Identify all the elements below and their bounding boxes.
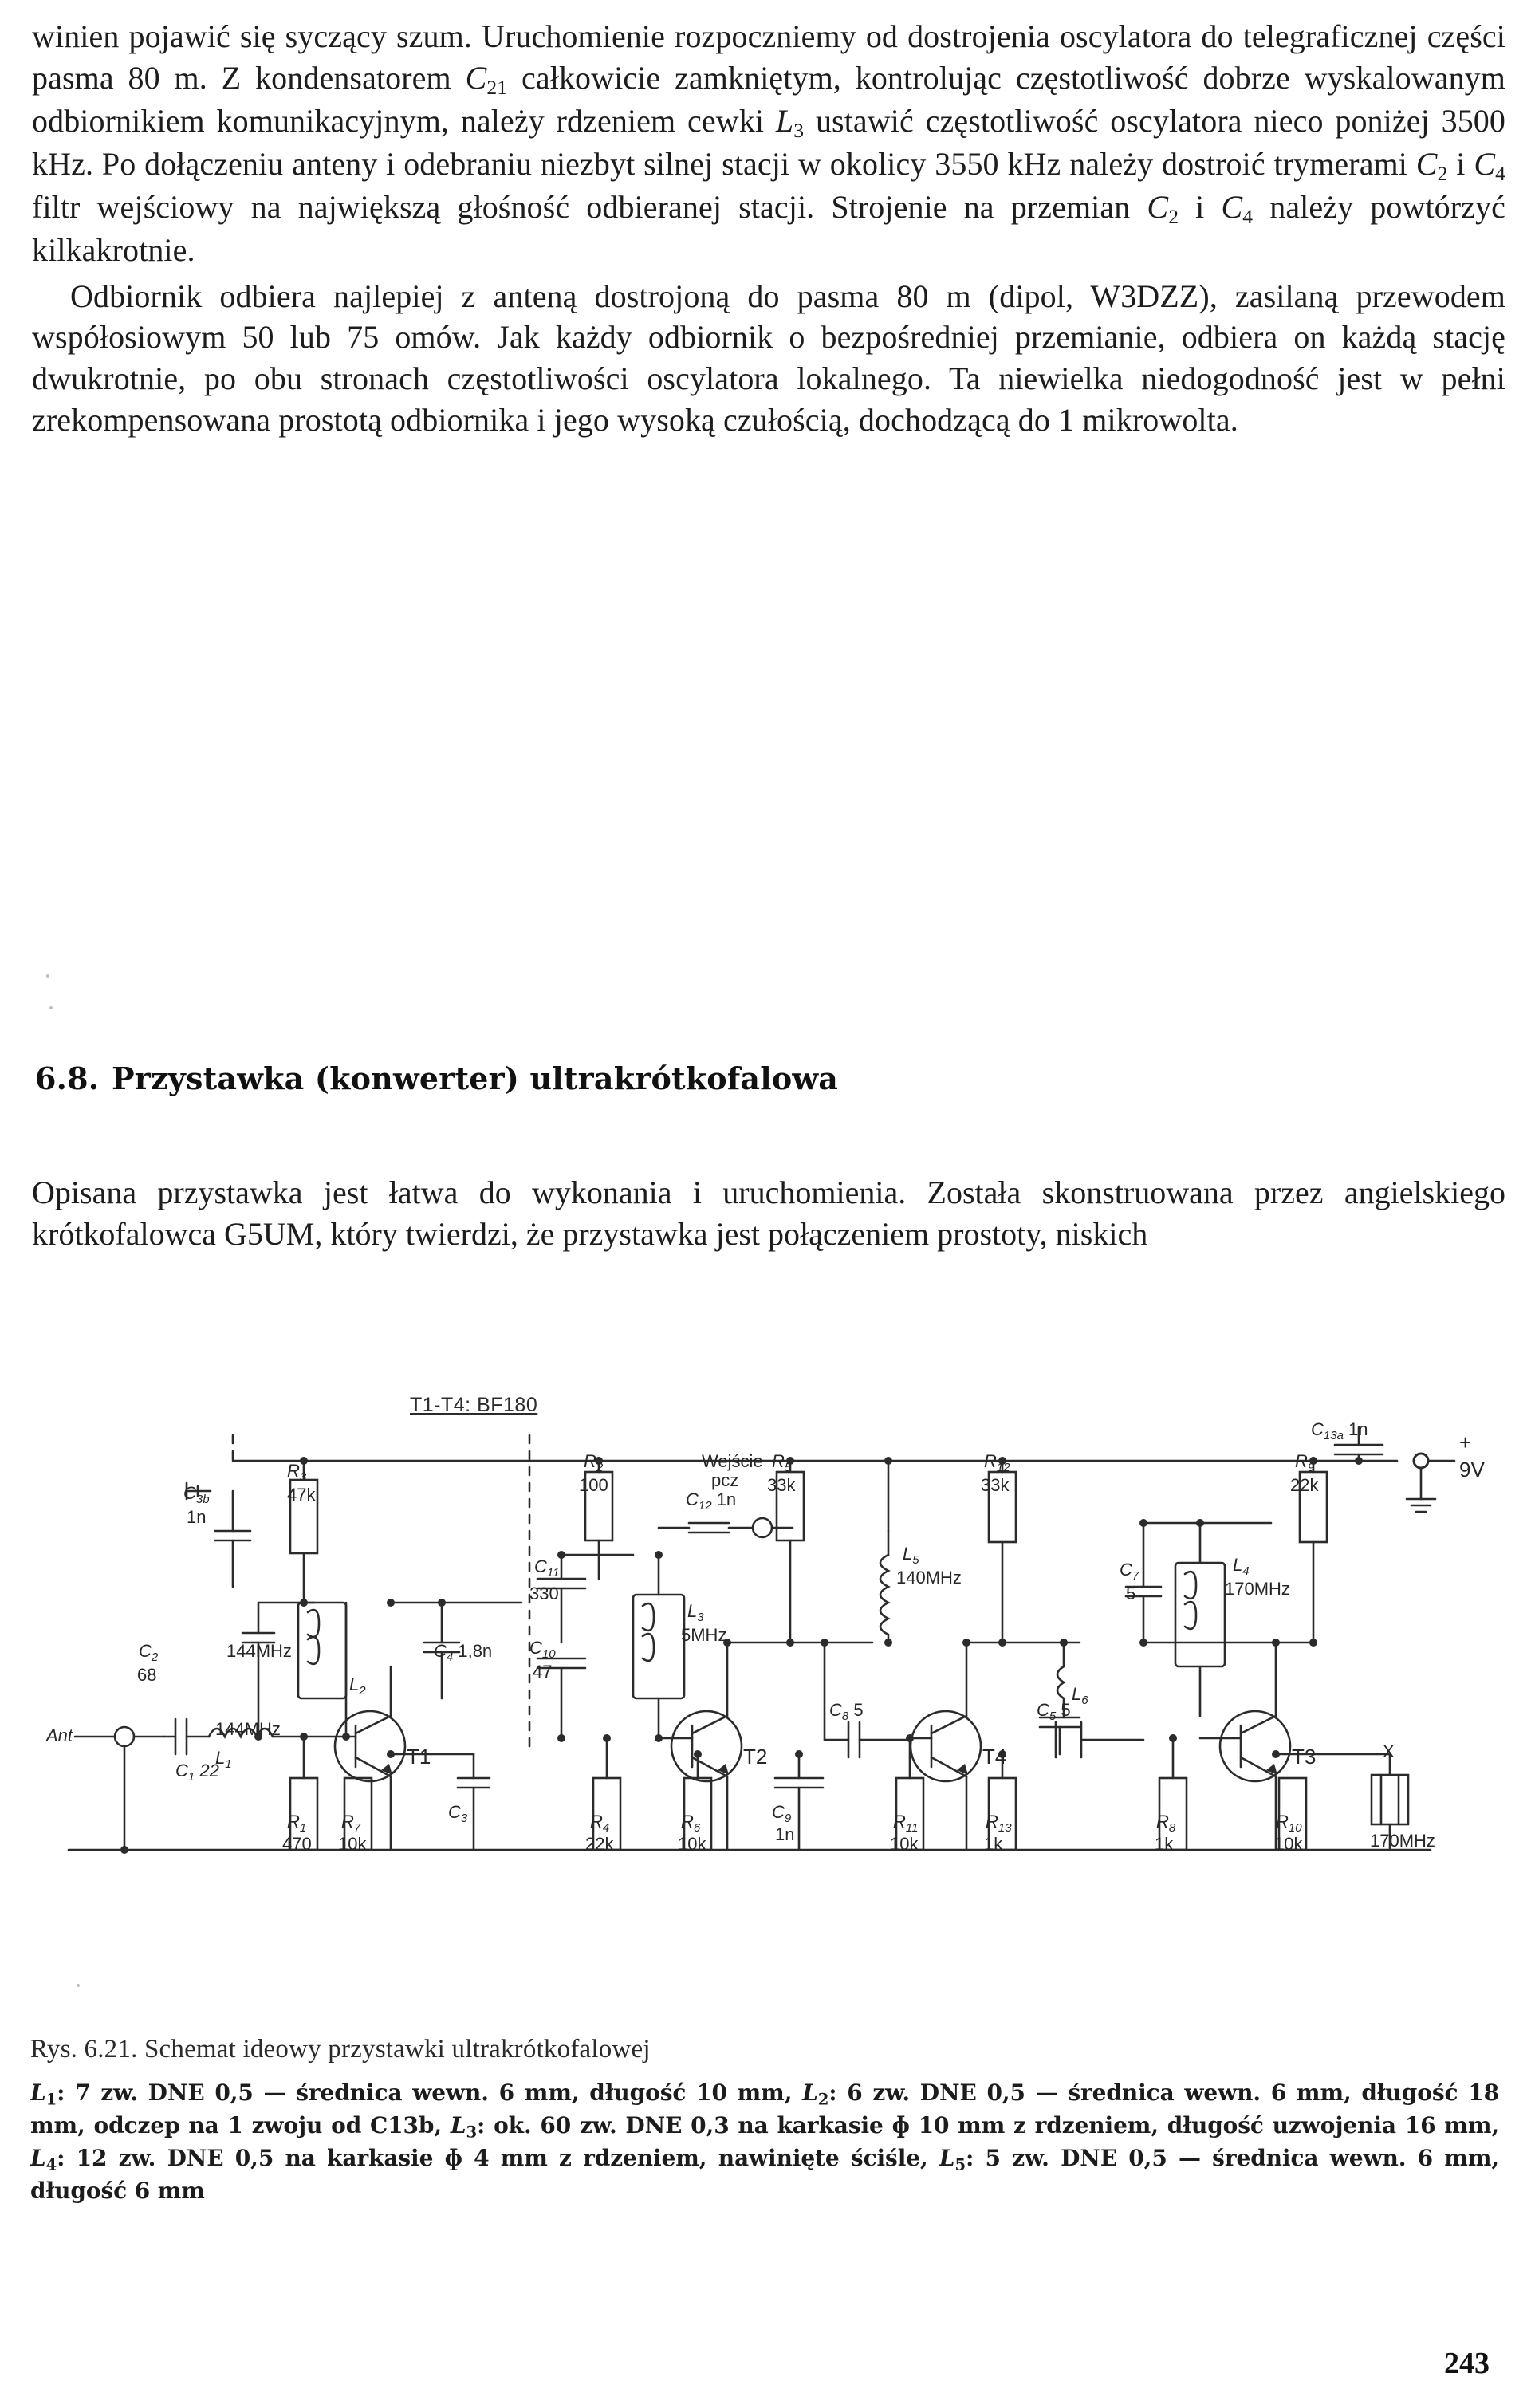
- label-l3-val: 5MHz: [681, 1625, 727, 1645]
- label-r1-val: 470: [282, 1834, 312, 1854]
- label-antenna: Ant: [46, 1725, 73, 1745]
- paragraph-2: Odbiornik odbiera najlepiej z anteną dostrojoną do pasma 80 m (dipol, W3DZZ), zasilaną przewodem współosiowym 50 lub 75 omów. Jak każdy odbiornik o bezpośredniej przemianie, odbiera on każdą stację dwukrotnie, po obu stronach częstotliwości oscylatora lokalnego. Ta niewielka niedogodność jest w pełni zrekompensowana prostotą odbiornika i jego wysoką czułością, dochodzącą do 1 mikrowolta.: [32, 277, 1505, 438]
- label-c7-val: 5: [1126, 1584, 1136, 1603]
- label-r5: $R_5$: [772, 1451, 792, 1474]
- label-supply-voltage: 9V: [1459, 1458, 1485, 1481]
- label-c13a: $C_{13a}$ 1n: [1311, 1419, 1368, 1442]
- label-l1: $L_1$: [215, 1748, 232, 1771]
- label-r2: $R_2$: [584, 1451, 604, 1474]
- label-c10: $C_{10}$: [529, 1638, 556, 1661]
- label-r2-val: 100: [579, 1475, 608, 1495]
- label-l5-val: 140MHz: [896, 1568, 962, 1588]
- label-r13: $R_{13}$: [986, 1812, 1012, 1835]
- label-c11: $C_{11}$: [534, 1556, 560, 1580]
- section-title: Przystawka (konwerter) ultrakrótkofalowa: [112, 1060, 839, 1096]
- label-c2: $C_2$: [139, 1641, 159, 1664]
- label-r7-val: 10k: [338, 1834, 367, 1854]
- label-r1: $R_1$: [287, 1812, 307, 1835]
- label-r8-val: 1k: [1155, 1834, 1174, 1854]
- label-c3b-val: 1n: [187, 1507, 207, 1527]
- intro-paragraph: Opisana przystawka jest łatwa do wykonania i uruchomienia. Została skonstruowana przez angielskiego krótkofalowca G5UM, który twierdzi, że przystawka jest połączeniem prostoty, niskich: [32, 1174, 1505, 1252]
- label-r11: $R_{11}$: [893, 1812, 919, 1835]
- label-r6: $R_6$: [681, 1812, 701, 1835]
- label-r10-val: 10k: [1274, 1834, 1303, 1854]
- label-c10-val: 47: [533, 1662, 553, 1682]
- body-text-block: [32, 16, 1505, 440]
- label-t3: T3: [1292, 1745, 1317, 1769]
- label-l4: $L_4$: [1233, 1555, 1250, 1578]
- label-t2: T2: [743, 1745, 768, 1769]
- label-r7: $R_7$: [341, 1812, 361, 1835]
- label-l2-freq: 144MHz: [226, 1641, 292, 1661]
- label-output: Wejście: [702, 1451, 763, 1471]
- label-c12: $C_{12}$ 1n: [686, 1489, 737, 1513]
- label-c1: $C_1$ 22: [175, 1761, 219, 1784]
- label-r10: $R_{10}$: [1276, 1812, 1302, 1835]
- label-l2: $L_2$: [349, 1674, 366, 1698]
- label-crystal-val: 170MHz: [1370, 1831, 1435, 1851]
- figure-caption: Rys. 6.21. Schemat ideowy przystawki ultrakrótkofalowej: [30, 2035, 651, 2064]
- figure-schematic: [27, 1394, 1507, 1993]
- label-l6: $L_6$: [1072, 1684, 1088, 1707]
- label-r13-val: 1k: [984, 1834, 1003, 1854]
- label-output-2: pcz: [711, 1470, 739, 1490]
- label-crystal: X: [1383, 1741, 1395, 1761]
- label-l3: $L_3$: [687, 1601, 704, 1624]
- label-r3-val: 47k: [287, 1485, 316, 1505]
- scan-artifact: [46, 974, 49, 978]
- label-c9-val: 1n: [775, 1824, 795, 1844]
- label-c3: $C_3$: [448, 1802, 468, 1825]
- schematic-drawing: [27, 1403, 1507, 1993]
- label-c9: $C_9$: [772, 1802, 792, 1825]
- label-c4: $C_4$ 1,8n: [434, 1641, 493, 1664]
- label-l1-freq: 144MHz: [215, 1719, 281, 1739]
- label-r12-val: 33k: [981, 1475, 1010, 1495]
- intro-text-block: [32, 1172, 1505, 1255]
- label-supply-plus: +: [1459, 1430, 1472, 1454]
- label-l5: $L_5$: [903, 1544, 919, 1567]
- label-t4: T4: [982, 1745, 1007, 1769]
- label-c11-val: 330: [529, 1584, 559, 1603]
- label-r11-val: 10k: [890, 1834, 919, 1854]
- label-r9: $R_9$: [1295, 1451, 1315, 1474]
- label-c3b: $C_{3b}$: [183, 1483, 210, 1506]
- label-r4-val: 22k: [585, 1834, 614, 1854]
- scan-artifact: [49, 1006, 53, 1009]
- section-number: 6.8.: [35, 1060, 100, 1096]
- label-r12: $R_{12}$: [984, 1451, 1010, 1474]
- page-number: 243: [1444, 2347, 1490, 2380]
- label-r8: $R_8$: [1156, 1812, 1176, 1835]
- label-c7: $C_7$: [1120, 1560, 1139, 1583]
- scan-artifact: [77, 1984, 80, 1987]
- label-l4-val: 170MHz: [1225, 1579, 1290, 1599]
- label-t1: T1: [407, 1745, 431, 1769]
- label-c2-val: 68: [137, 1665, 157, 1685]
- paragraph-1: winien pojawić się syczący szum. Uruchomienie rozpoczniemy od dostrojenia oscylatora do telegraficznej części pasma 80 m. Z kondensatorem $C_{21}$ całkowicie zamkniętym, kontrolując częstotliwość dobrze wyskalowanym odbiornikiem komunikacyjnym, należy rdzeniem cewki $L_3$ ustawić częstotliwość oscylatora nieco poniżej 3500 kHz. Po dołączeniu anteny i odebraniu niezbyt silnej stacji w okolicy 3550 kHz należy dostroić trymerami $C_2$ i $C_4$ filtr wejściowy na największą głośność odbieranej stacji. Strojenie na przemian $C_2$ i $C_4$ należy powtórzyć kilkakrotnie.: [32, 18, 1506, 269]
- label-r5-val: 33k: [767, 1475, 796, 1495]
- label-r6-val: 10k: [678, 1834, 706, 1854]
- label-r9-val: 22k: [1290, 1475, 1319, 1495]
- label-c5: $C_5$ 5: [1037, 1700, 1071, 1723]
- label-r4: $R_4$: [590, 1812, 610, 1835]
- transistor-note-label: T1-T4: BF180: [410, 1394, 538, 1416]
- label-r3: $R_3$: [287, 1461, 307, 1484]
- section-heading: [35, 1060, 1391, 1096]
- winding-data-note: $L_1$: 7 zw. DNE 0,5 — średnica wewn. 6 mm, długość 10 mm, $L_2$: 6 zw. DNE 0,5 — średnica wewn. 6 mm, długość 18 mm, odczep na 1 zwoju od C13b, $L_3$: ok. 60 zw. DNE 0,3 na karkasie ɸ 10 mm z rdzeniem, długość uzwojenia 16 mm, $L_4$: 12 zw. DNE 0,5 na karkasie ɸ 4 mm z rdzeniem, nawinięte ściśle, $L_5$: 5 zw. DNE 0,5 — średnica wewn. 6 mm, długość 6 mm: [30, 2079, 1499, 2205]
- label-c8: $C_8$ 5: [829, 1700, 864, 1723]
